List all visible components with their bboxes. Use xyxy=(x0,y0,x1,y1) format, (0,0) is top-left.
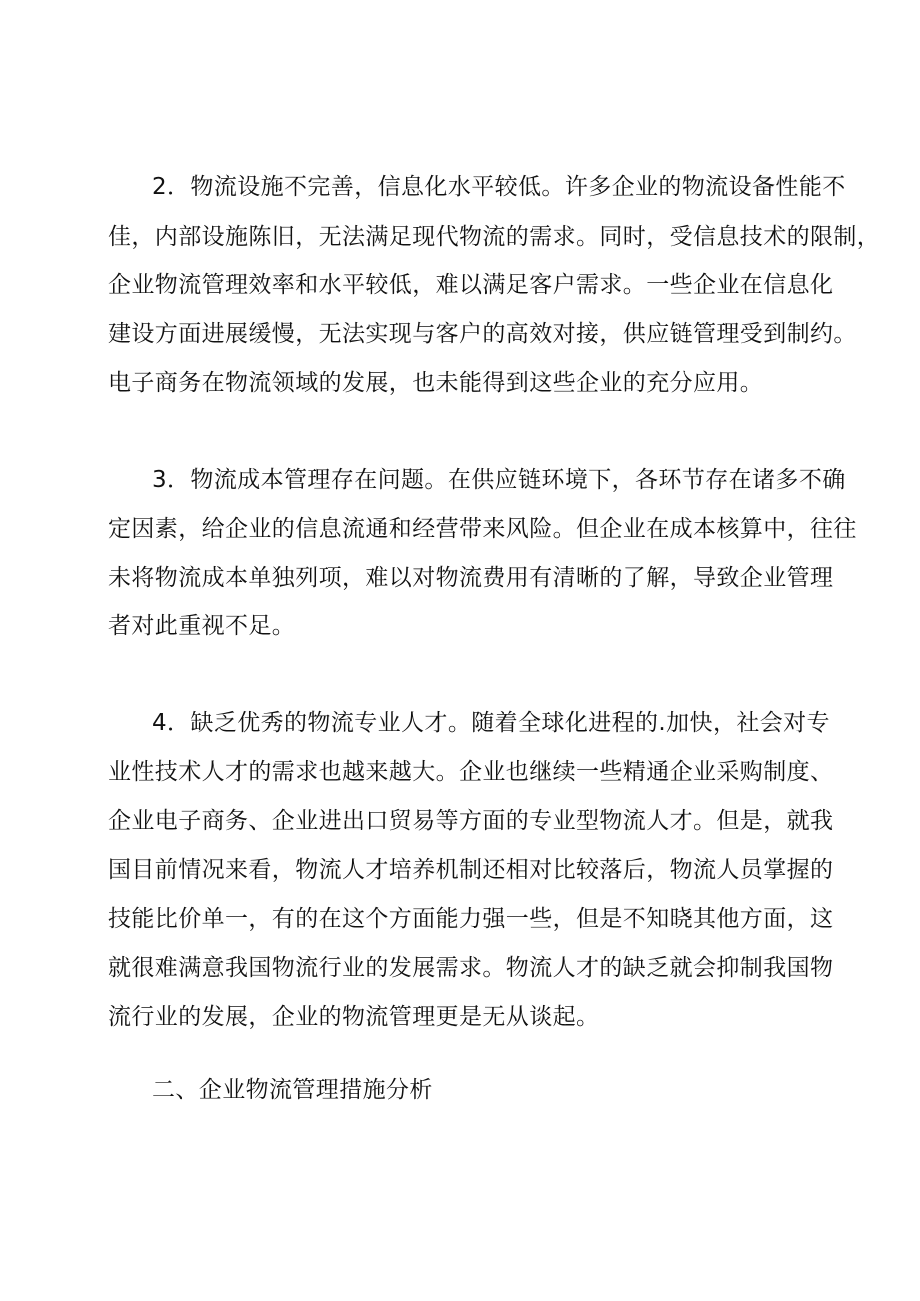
section-heading: 二、企业物流管理措施分析 xyxy=(152,1077,433,1103)
paragraph-line: 4．缺乏优秀的物流专业人才。随着全球化进程的.加快，社会对专 xyxy=(152,710,830,736)
paragraph-line: 电子商务在物流领域的发展，也未能得到这些企业的充分应用。 xyxy=(108,370,764,396)
paragraph-line: 未将物流成本单独列项，难以对物流费用有清晰的了解，导致企业管理 xyxy=(108,565,834,591)
paragraph-line: 业性技术人才的需求也越来越大。企业也继续一些精通企业采购制度、 xyxy=(108,759,834,785)
paragraph-line: 者对此重视不足。 xyxy=(108,613,296,639)
paragraph-line: 技能比价单一，有的在这个方面能力强一些，但是不知晓其他方面，这 xyxy=(108,906,834,932)
paragraph-line: 企业物流管理效率和水平较低，难以满足客户需求。一些企业在信息化 xyxy=(108,272,834,298)
paragraph-line: 佳，内部设施陈旧，无法满足现代物流的需求。同时，受信息技术的限制， xyxy=(108,224,881,250)
paragraph-line: 企业电子商务、企业进出口贸易等方面的专业型物流人才。但是，就我 xyxy=(108,808,834,834)
paragraph-line: 建设方面进展缓慢，无法实现与客户的高效对接，供应链管理受到制约。 xyxy=(108,321,857,347)
paragraph-line: 2．物流设施不完善，信息化水平较低。许多企业的物流设备性能不 xyxy=(152,174,846,200)
paragraph-line: 就很难满意我国物流行业的发展需求。物流人才的缺乏就会抑制我国物 xyxy=(108,955,834,981)
paragraph-line: 定因素，给企业的信息流通和经营带来风险。但企业在成本核算中，往往 xyxy=(108,516,857,542)
paragraph-line: 3．物流成本管理存在问题。在供应链环境下，各环节存在诸多不确 xyxy=(152,467,846,493)
paragraph-line: 流行业的发展，企业的物流管理更是无从谈起。 xyxy=(108,1004,600,1030)
paragraph-line: 国目前情况来看，物流人才培养机制还相对比较落后，物流人员掌握的 xyxy=(108,857,834,883)
